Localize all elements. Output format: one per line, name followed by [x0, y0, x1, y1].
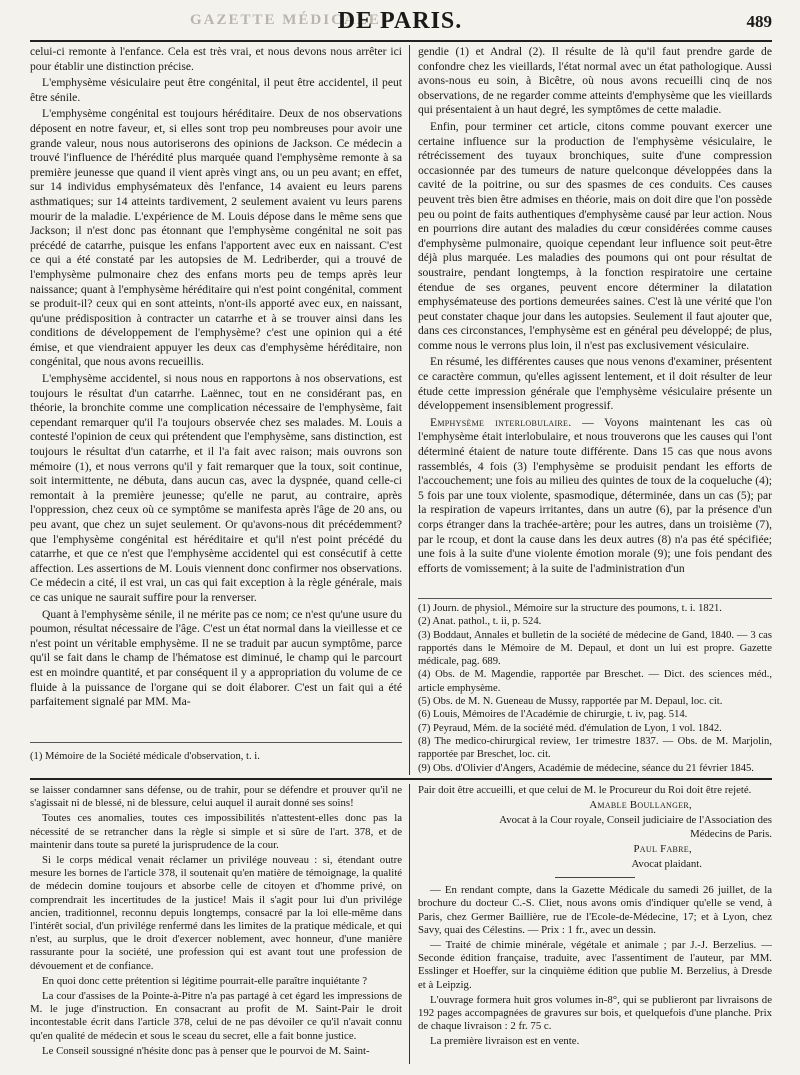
paragraph: — En rendant compte, dans la Gazette Médicale du samedi 26 juillet, de la brochure du docteur C.-S. Cliet, nous avons omis d'indiquer qu'elle se vend, à Paris, chez Germer Baillière, rue de l'Ecole-de-Médecine, 17; et à Lyon, chez Savy, quai des Célestins. — Prix : 1 fr., avec un dessin. — [418, 884, 772, 936]
footnote: (7) Peyraud, Mém. de la société méd. d'émulation de Lyon, 1 vol. 1842. — [418, 722, 722, 734]
paragraph: Toutes ces anomalies, toutes ces impossibilités n'attestent-elles donc pas la nécessité de se retrancher dans la règle si simple et si sûre de l'art. 378, et de maintenir dans toute sa pureté la jurisprudence de la cour. — [30, 812, 402, 851]
left-footnote — [30, 750, 402, 766]
footnote-rule — [30, 742, 402, 743]
bleed-through-title: GAZETTE MÉDICALE — [190, 12, 381, 28]
paragraph: — Traité de chimie minérale, végétale et animale ; par J.-J. Berzelius. — Seconde édition française, traduite, avec l'assentiment de l'auteur, par MM. Esslinger et Hoeffer, sur la cinquième édition que publie M. Berzelius, à Dresde et à Leipzig. — [418, 939, 772, 991]
paragraph: Quant à l'emphysème sénile, il ne mérite pas ce nom; ce n'est qu'une usure du poumon, résultat nécessaire de l'âge. C'est un état normal dans la vieillesse et ce n'est point un véritable emphysème. Il ne se traduit par aucun symptôme, parce qu'il se fait dans le champ de l'hématose est diminué, le champ qui le parcourt est en moindre quantité, et par conséquent il y a appropriation du volume de ce fluide à la puissance de l'organe qui se doit élaborer. C'est un fait qui a été parfaitement signalé par MM. Ma- — [30, 607, 402, 709]
upper-right-column — [418, 45, 772, 593]
footnote-rule — [418, 598, 772, 599]
paragraph: La première livraison est en vente. — [430, 1035, 580, 1048]
footnote: (9) Obs. d'Olivier d'Angers, Académie de médecine, séance du 21 février 1845. — [418, 762, 754, 774]
page-header — [0, 8, 800, 36]
paragraph: L'emphysème accidentel, si nous nous en rapportons à nos observations, est toujours le résultat d'un catarrhe. Laënnec, tout en ne considérant pas, en théorie, la bronchite comme une complication nécessaire de l'emphysème, fait cependant remarquer qu'il l'a toujours observée chez ses malades. M. Louis a contesté l'opinion de ceux qui prétendent que l'emphysème, sans distinction, est toujours le résultat d'un catarrhe, et il l'a fait avec raison; mais ouvrons son mémoire (1), et nous verrons qu'il y fait remarquer que la toux, soit continue, soit intermittente, ne débuta, dans aucun cas, avec la dyspnée, quand celle-ci remontait à la première jeunesse; qu'elle ne parut, au contraire, après l'oppression, chez ceux où ce symptôme se manifesta après l'âge de 20 ans, ou peu avant, que chez un sujet seulement. Or qu'avons-nous dit précédemment? que l'emphysème congénital est héréditaire et qu'il n'est point précédé du catarrhe, et que ce n'est que l'emphysème accidentel qui est consécutif à cette affection. Les assertions de M. Louis viennent donc confirmer nos observations. Ce médecin a cité, il est vrai, un cas qui fait exception à la règle générale, mais ce cas unique ne saurait suffire pour la renverser. — [30, 372, 402, 604]
paragraph: celui-ci remonte à l'enfance. Cela est très vrai, et nous devons nous arrêter ici pour établir une distinction précise. — [30, 45, 402, 73]
lower-right-column — [418, 784, 772, 1064]
paragraph: L'ouvrage formera huit gros volumes in-8°, qui se publieront par livraisons de 192 pages accompagnées de gravures sur bois, et quelquefois d'une planche. Prix de chaque livraison : 2 fr. 75 c. — [418, 993, 772, 1033]
separator-rule — [555, 877, 635, 878]
footnote: (3) Boddaut, Annales et bulletin de la société de médecine de Gand, 1840. — 3 cas rapportés dans le Mémoire de M. Depaul, et dont un lui est propre. Gazette médicale, pag. 689. — [418, 629, 772, 668]
paragraph: L'emphysème vésiculaire peut être congénital, il peut être accidentel, il peut être sénile. — [30, 76, 402, 104]
column-divider — [409, 784, 410, 1064]
footnote: (4) Obs. de M. Magendie, rapportée par Breschet. — Dict. des sciences méd., article emphysème. — [418, 669, 772, 694]
journal-title: DE PARIS. — [337, 8, 463, 34]
paragraph: Pair doit être accueilli, et que celui de M. le Procureur du Roi doit être rejeté. — [418, 784, 752, 796]
signature-role: Avocat plaidant. — [631, 858, 702, 871]
footnote: (8) The medico-chirurgical review, 1er trimestre 1837. — Obs. de M. Marjolin, rapportée par Breschet, loc. cit. — [418, 735, 772, 761]
paragraph — [418, 416, 772, 577]
paragraph: La cour d'assises de la Pointe-à-Pitre n'a pas partagé à cet égard les impressions de M. le juge d'instruction. En consacrant au profit de M. Saint-Pair le droit incontestable écrit dans l'article 378, celui de ne pas dévoiler ce qu'il n'avait connu qu'en qualité de médecin et sous le sceau du secret, elle a fait bonne justice. — [30, 990, 402, 1042]
section-heading: Emphysème interlobulaire. — [430, 415, 572, 429]
footnote: (1) Journ. de physiol., Mémoire sur la structure des poumons, t. i. 1821. — [418, 603, 722, 614]
page-number: 489 — [746, 12, 772, 31]
footnote: (2) Anat. pathol., t. ii, p. 524. — [418, 616, 542, 628]
footnote: (6) Louis, Mémoires de l'Académie de chirurgie, t. iv, pag. 514. — [418, 709, 688, 721]
paragraph: Le Conseil soussigné n'hésite donc pas à penser que le pourvoi de M. Saint- — [42, 1044, 370, 1057]
section-rule — [30, 778, 772, 780]
paragraph: En quoi donc cette prétention si légitime pourrait-elle paraître inquiétante ? — [42, 974, 367, 987]
paragraph: L'emphysème congénital est toujours héréditaire. Deux de nos observations déposent en notre faveur, et, si elles sont trop peu nombreuses pour avoir une grande valeur, nous nous autoriserons des opinions de Jackson. Ce médecin a trouvé l'influence de l'hérédité plus marquée quand l'emphysème remonte à sa première jeunesse que quand il vient après vingt ans, ou un peu avant; en effet, sur 14 individus emphysémateux dès l'enfance, 14 avaient eu leurs parens asthmatiques; sur 14 atteints tardivement, 2 seulement avaient vu leurs parens mourir de la maladie. L'expérience de M. Louis dépose dans le même sens que Jackson; il n'est donc pas étonnant que l'emphysème congénital ne soit pas précédé de catarrhe, puisque les enfans l'apportent avec eux en naissant. C'est ce qui a été constaté par les autopsies de M. Ledriberder, qui a trouvé de l'emphysème pulmonaire chez des enfans morts peu de temps après leur naissance; quant à l'emphysème héréditaire qui n'est point congénital, comment se produit-il? ceux qui en sont atteints, n'ont-ils apporté avec eux, en naissant, qu'une prédisposition à contracter un catarrhe et à se trouver ainsi dans les conditions de développement de l'emphysème? c'est une opinion qui a été émise, et que viendraient appuyer les deux cas d'emphysème héréditaire, non congénital, que nous avons recueillis. — [30, 107, 402, 369]
column-divider — [409, 45, 410, 775]
signature-role: Avocat à la Cour royale, Conseil judiciaire de l'Association des Médecins de Paris. — [499, 814, 772, 840]
signature-name: Amable Boullanger, — [589, 799, 692, 812]
right-footnotes — [418, 602, 772, 774]
paragraph: Enfin, pour terminer cet article, citons comme pouvant exercer une certaine influence sur la production de l'emphysème vésiculaire, le rétrécissement des tuyaux bronchiques, suite d'une compression occasionnée par des tumeurs de nature quelconque développées dans la cavité de la poitrine, ou sur des spasmes de ces conduits. Ces causes peuvent très bien être admises en théorie, mais on doit dire que l'on possède peu ou point de faits authentiques d'emphysème causé par leur action. Nous en pourrions dire autant des maladies du cœur considérées comme causes d'emphysème pulmonaire, quoique cependant leur influence soit peut-être déjà plus marquée. Les maladies des poumons qui ont pour résultat de soustraire, pendant longtemps, à la fonction respiratoire une certaine étendue de ses organes, peuvent encore déterminer la dilatation emphysémateuse des portions demeurées saines. C'est là une vérité que l'on peut constater chaque jour dans les autopsies. Seulement il faut ajouter que, dans ces circonstances, l'emphysème est en général peu développé; de plus, comme nous le verrons plus loin, il n'est pas exclusivement vésiculaire. — [418, 119, 772, 352]
signature-name: Paul Fabre, — [633, 842, 692, 855]
section-text: — Voyons maintenant les cas où l'emphysème était interlobulaire, et nous trouverons que les causes qui l'ont déterminé étaient de nature toute différente. Dans 15 cas que nous avons rassemblés, 4 fois (3) l'emphysème se produisit pendant les efforts de l'accouchement; une fois au milieu des quintes de toux de la coqueluche (4); 5 fois par une toux violente, spasmodique, déterminée, dans un cas (5); par la respiration de vapeurs irritantes, dans un autre (6), par la présence d'un corps étranger dans la trachée-artère; pour les autres, dans un troisième (7), par le rcoup, et dont la cause dans les deux autres (8) n'a pas été spécifiée; une fois à la suite d'une violente émotion morale (9); une fois pendant des efforts de vomissement; à la suite de l'administration d'un — [418, 415, 772, 575]
paragraph: se laisser condamner sans défense, ou de trahir, pour se défendre et prouver qu'il ne s'agissait ni de blessé, ni de blessure, celui auquel il aurait donné ses soins! — [30, 784, 402, 810]
lower-left-column — [30, 784, 402, 1064]
paragraph: En résumé, les différentes causes que nous venons d'examiner, présentent ce caractère commun, qu'elles agissent lentement, et il doit résulter de leur étude cette impression générale que l'emphysème vésiculaire présente un développement insensiblement progressif. — [418, 355, 772, 413]
paragraph: Si le corps médical venait réclamer un privilége nouveau : si, étendant outre mesure les bornes de l'article 378, il soutenait qu'en matière de témoignage, la qualité de médecin domine toujours et absorbe celle de citoyen et d'homme privé, on comprendrait les incertitudes de la justice! Mais il s'agit pour lui d'un privilége ancien, traditionnel, reconnu depuis longtemps, consacré par la loi elle-même dans l'intérêt social, d'un privilége renfermé dans les limites de la pratique médicale, et qui n'est, au surplus, que le droit d'exercer noblement, avec honneur, d'une manière rassurante pour la société, une profession qui est avant tout une profession de dévouement et de confiance. — [30, 854, 402, 972]
header-rule — [30, 40, 772, 42]
upper-left-column — [30, 45, 402, 733]
paragraph: gendie (1) et Andral (2). Il résulte de là qu'il faut prendre garde de confondre chez les vieillards, l'état normal avec un état pathologique. Aussi avons-nous eu soin, à Bicêtre, où nous avons recueilli cinq de nos observations, de ne regarder comme atteints d'emphysème que les vieillards qui présentaient à un haut degré, les symptômes de cette maladie. — [418, 45, 772, 117]
footnote: (5) Obs. de M. N. Gueneau de Mussy, rapportée par M. Depaul, loc. cit. — [418, 696, 723, 708]
footnote: (1) Mémoire de la Société médicale d'observation, t. i. — [30, 751, 260, 762]
